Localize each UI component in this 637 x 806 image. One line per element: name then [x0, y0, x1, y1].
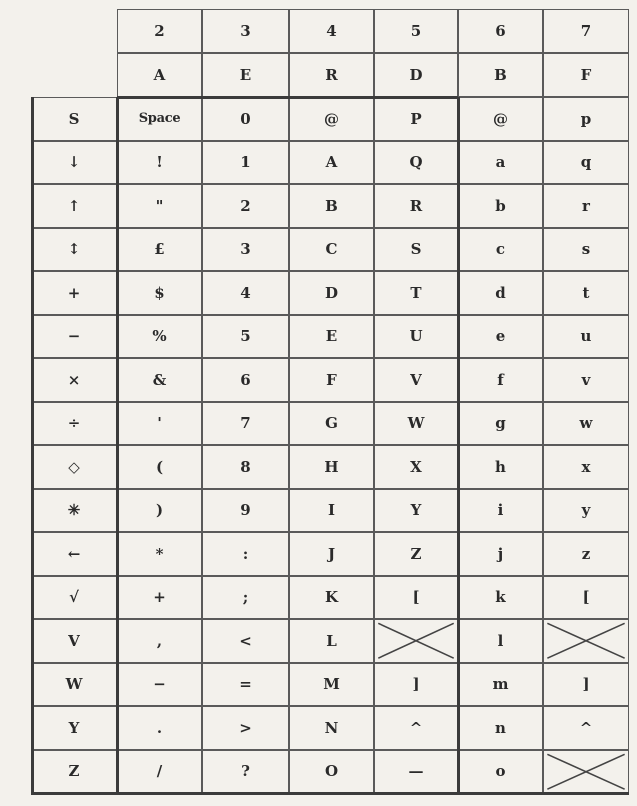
row-label-cell-text: Y [68, 718, 80, 737]
table-cell [202, 489, 289, 533]
table-cell [117, 141, 202, 185]
row-label-cell-text: + [67, 283, 81, 302]
header-cell [458, 9, 543, 53]
table-cell-text: . [156, 718, 163, 737]
table-cell-text: u [580, 327, 592, 346]
table-cell [543, 97, 629, 141]
table-cell-text: N [324, 718, 339, 737]
table-cell-text: − [153, 675, 166, 694]
table-cell [543, 184, 629, 228]
table-cell-text: z [581, 544, 591, 563]
table-cell-text: ' [157, 414, 162, 433]
table-cell-text: @ [493, 109, 508, 128]
table-cell-text: i [497, 501, 504, 520]
table-cell [117, 532, 202, 576]
table-cell [117, 445, 202, 489]
row-label-cell [31, 228, 117, 272]
table-left-border [31, 97, 34, 793]
block-divider-left [116, 97, 119, 793]
table-cell-text: P [410, 109, 422, 128]
table-cell-text: Z [410, 544, 422, 563]
row-label-cell-text: ÷ [67, 414, 81, 433]
table-cell-text: * [155, 544, 164, 563]
row-label-cell-text: ← [67, 544, 81, 563]
table-cell [374, 97, 458, 141]
table-cell [458, 445, 543, 489]
table-cell-text: , [156, 631, 163, 650]
table-cell [117, 228, 202, 272]
table-cell [202, 706, 289, 750]
table-cell-text: S [410, 240, 422, 259]
table-cell-text: d [495, 283, 506, 302]
table-cell-text: D [324, 283, 338, 302]
table-cell-text: k [495, 588, 506, 607]
table-cell [374, 750, 458, 794]
table-cell [543, 315, 629, 359]
header-cell-text: 7 [580, 22, 592, 40]
row-label-cell [31, 445, 117, 489]
table-cell [117, 97, 202, 141]
table-cell-text: ^ [409, 718, 423, 737]
table-cell-text: q [580, 153, 592, 172]
table-cell [202, 663, 289, 707]
header-cell-text: 5 [410, 22, 422, 40]
header-cell-text: 2 [154, 22, 165, 40]
table-cell-text: n [495, 718, 506, 737]
table-cell-text: = [239, 675, 252, 694]
table-cell [117, 315, 202, 359]
table-cell [289, 228, 374, 272]
table-cell-text: e [495, 327, 506, 346]
row-label-cell-text: V [68, 631, 80, 650]
table-cell [543, 228, 629, 272]
table-cell [289, 532, 374, 576]
table-cell [543, 706, 629, 750]
table-cell [458, 315, 543, 359]
table-cell [289, 358, 374, 402]
table-cell [458, 706, 543, 750]
table-cell [289, 271, 374, 315]
table-cell-text: A [325, 153, 338, 172]
row-label-cell [31, 576, 117, 620]
table-cell [117, 358, 202, 402]
table-cell-text: & [152, 370, 167, 389]
table-cell-text: 8 [240, 457, 251, 476]
table-cell [374, 271, 458, 315]
table-cell [117, 619, 202, 663]
row-label-cell [31, 663, 117, 707]
table-cell [202, 750, 289, 794]
header-cell [202, 53, 289, 97]
table-cell-text: g [495, 414, 506, 433]
table-cell [374, 184, 458, 228]
header-cell [543, 9, 629, 53]
row-label-cell [31, 706, 117, 750]
cross-out-mark-icon [544, 620, 628, 662]
table-cell-text: Space [138, 111, 181, 127]
table-cell [543, 489, 629, 533]
table-cell-text: o [495, 762, 506, 781]
table-cell [374, 489, 458, 533]
table-cell-text: % [152, 327, 167, 346]
table-cell [458, 97, 543, 141]
table-cell [289, 619, 374, 663]
table-cell [289, 97, 374, 141]
table-cell [458, 141, 543, 185]
table-cell-text: L [326, 631, 337, 650]
header-cell-text: 4 [326, 22, 337, 40]
table-cell [202, 358, 289, 402]
header-cell [374, 53, 458, 97]
table-cell-text: 2 [240, 196, 251, 215]
table-cell-text: < [239, 631, 252, 650]
row-label-cell [31, 750, 117, 794]
table-cell [543, 445, 629, 489]
table-cell-text: F [326, 370, 337, 389]
table-cell-text: c [495, 240, 506, 259]
table-cell [543, 532, 629, 576]
table-cell [374, 706, 458, 750]
table-cell-text: ? [241, 762, 250, 781]
row-label-cell-text: √ [69, 588, 79, 607]
table-cell-text: f [497, 370, 504, 389]
row-label-cell [31, 141, 117, 185]
table-cell-text: @ [324, 109, 339, 128]
table-cell [458, 532, 543, 576]
table-cell [543, 141, 629, 185]
table-cell-text: 3 [240, 240, 251, 259]
table-cell-text: J [327, 544, 336, 563]
table-cell [289, 315, 374, 359]
table-cell [117, 750, 202, 794]
table-cell-text: : [242, 544, 249, 563]
header-cell [117, 53, 202, 97]
table-cell-text: $ [154, 283, 165, 302]
table-cell [289, 402, 374, 446]
table-cell-text: t [582, 283, 590, 302]
cross-out-mark-icon [375, 620, 457, 662]
table-cell-text: — [408, 762, 424, 781]
crossed-out-cell [543, 750, 629, 794]
table-cell-text: b [495, 196, 506, 215]
table-cell-text: m [492, 675, 509, 694]
table-cell [202, 576, 289, 620]
table-cell [117, 706, 202, 750]
table-cell [458, 619, 543, 663]
table-cell-text: h [495, 457, 506, 476]
table-cell [289, 576, 374, 620]
row-label-cell-text: ↓ [67, 153, 81, 172]
crossed-out-cell [374, 619, 458, 663]
table-cell [202, 184, 289, 228]
table-cell-text: [ [412, 588, 420, 607]
table-cell-text: X [410, 457, 422, 476]
row-label-cell-text: − [67, 327, 81, 346]
header-cell [289, 9, 374, 53]
table-cell-text: j [497, 544, 504, 563]
table-cell [374, 532, 458, 576]
row-label-cell-text: ✳ [67, 501, 81, 520]
table-cell [374, 445, 458, 489]
table-cell-text: R [409, 196, 423, 215]
table-cell [458, 228, 543, 272]
table-cell-text: 5 [240, 327, 251, 346]
header-cell [374, 9, 458, 53]
header-cell-text: A [153, 66, 166, 84]
table-cell [458, 358, 543, 402]
crossed-out-cell [543, 619, 629, 663]
header-cell [543, 53, 629, 97]
table-cell [202, 402, 289, 446]
table-cell-text: ) [155, 501, 164, 520]
table-cell-text: Q [409, 153, 423, 172]
table-cell-text: T [410, 283, 422, 302]
table-cell [117, 271, 202, 315]
table-cell [458, 750, 543, 794]
table-cell-text: " [155, 196, 164, 215]
header-cell [117, 9, 202, 53]
table-cell [202, 315, 289, 359]
table-cell-text: B [325, 196, 338, 215]
table-cell-text: l [497, 631, 504, 650]
table-cell-text: C [325, 240, 338, 259]
row-label-cell [31, 358, 117, 402]
table-cell [289, 141, 374, 185]
table-cell-text: G [325, 414, 338, 433]
row-label-cell [31, 619, 117, 663]
table-cell [202, 271, 289, 315]
table-cell-text: Y [410, 501, 422, 520]
row-label-cell [31, 184, 117, 228]
table-cell-text: a [495, 153, 506, 172]
header-cell-text: D [409, 66, 423, 84]
header-cell-text: R [325, 66, 338, 84]
table-cell-text: v [581, 370, 591, 389]
table-cell [117, 402, 202, 446]
table-cell-text: K [324, 588, 339, 607]
table-cell [458, 271, 543, 315]
table-cell-text: p [580, 109, 592, 128]
table-cell-text: ! [156, 153, 163, 172]
table-cell-text: V [410, 370, 422, 389]
table-cell-text: 4 [240, 283, 251, 302]
table-cell [117, 576, 202, 620]
table-cell [374, 402, 458, 446]
row-label-cell-text: Z [68, 762, 80, 781]
table-cell-text: + [153, 588, 166, 607]
table-cell-text: I [327, 501, 336, 520]
table-cell [289, 663, 374, 707]
table-cell-text: 9 [240, 501, 251, 520]
table-cell [289, 445, 374, 489]
row-label-cell-text: ↕ [67, 240, 81, 259]
table-cell [202, 141, 289, 185]
header-cell-text: F [580, 66, 592, 84]
table-cell [543, 663, 629, 707]
table-cell [289, 489, 374, 533]
table-cell [374, 315, 458, 359]
table-cell-text: ^ [579, 718, 593, 737]
table-cell [117, 184, 202, 228]
table-cell-text: / [156, 762, 163, 781]
table-cell-text: W [407, 414, 425, 433]
table-cell [458, 576, 543, 620]
table-cell [289, 184, 374, 228]
table-cell [458, 489, 543, 533]
table-cell-text: ( [155, 457, 164, 476]
row-label-cell [31, 97, 117, 141]
header-cell [289, 53, 374, 97]
header-cell [202, 9, 289, 53]
table-cell-text: M [323, 675, 340, 694]
table-cell [374, 663, 458, 707]
table-cell [202, 97, 289, 141]
table-cell-text: [ [582, 588, 590, 607]
table-bottom-border [31, 792, 629, 795]
table-cell [458, 663, 543, 707]
header-cell-text: E [239, 66, 252, 84]
table-cell-text: 1 [240, 153, 251, 172]
table-cell [202, 532, 289, 576]
row-label-cell-text: W [65, 675, 83, 694]
row-label-cell-text: ◇ [68, 457, 80, 476]
table-cell [202, 228, 289, 272]
table-cell-text: ] [582, 675, 590, 694]
table-cell-text: E [325, 327, 338, 346]
table-cell [289, 750, 374, 794]
row-label-cell [31, 402, 117, 446]
table-cell-text: 0 [240, 109, 251, 128]
table-cell [458, 184, 543, 228]
table-cell-text: y [581, 501, 591, 520]
table-cell [289, 706, 374, 750]
header-cell [458, 53, 543, 97]
table-cell [202, 619, 289, 663]
cross-out-mark-icon [544, 751, 628, 793]
block-divider-top [117, 96, 458, 99]
table-cell-text: U [409, 327, 423, 346]
table-cell-text: > [239, 718, 252, 737]
table-cell-text: 6 [240, 370, 251, 389]
table-cell [374, 576, 458, 620]
table-cell-text: r [582, 196, 590, 215]
table-cell-text: O [324, 762, 339, 781]
table-cell-text: w [579, 414, 593, 433]
table-cell [543, 271, 629, 315]
table-cell-text: x [581, 457, 591, 476]
row-label-cell [31, 532, 117, 576]
table-cell-text: ] [412, 675, 420, 694]
row-label-cell [31, 315, 117, 359]
table-cell-text: ; [242, 588, 249, 607]
table-cell [202, 445, 289, 489]
row-label-cell [31, 489, 117, 533]
header-cell-text: B [494, 66, 507, 84]
block-divider-right [457, 97, 460, 793]
header-cell-text: 3 [240, 22, 251, 40]
table-cell-text: £ [154, 240, 165, 259]
header-cell-text: 6 [495, 22, 506, 40]
row-label-cell-text: ↑ [67, 196, 81, 215]
table-cell [117, 489, 202, 533]
table-cell [374, 358, 458, 402]
table-cell-text: s [581, 240, 591, 259]
table-cell [117, 663, 202, 707]
table-cell [543, 576, 629, 620]
table-cell [374, 141, 458, 185]
table-cell [543, 402, 629, 446]
row-label-cell-text: S [68, 109, 80, 128]
row-label-cell-text: × [67, 370, 81, 389]
table-cell-text: 7 [240, 414, 251, 433]
table-cell-text: H [324, 457, 339, 476]
row-label-cell [31, 271, 117, 315]
table-cell [374, 228, 458, 272]
table-cell [458, 402, 543, 446]
table-cell [543, 358, 629, 402]
